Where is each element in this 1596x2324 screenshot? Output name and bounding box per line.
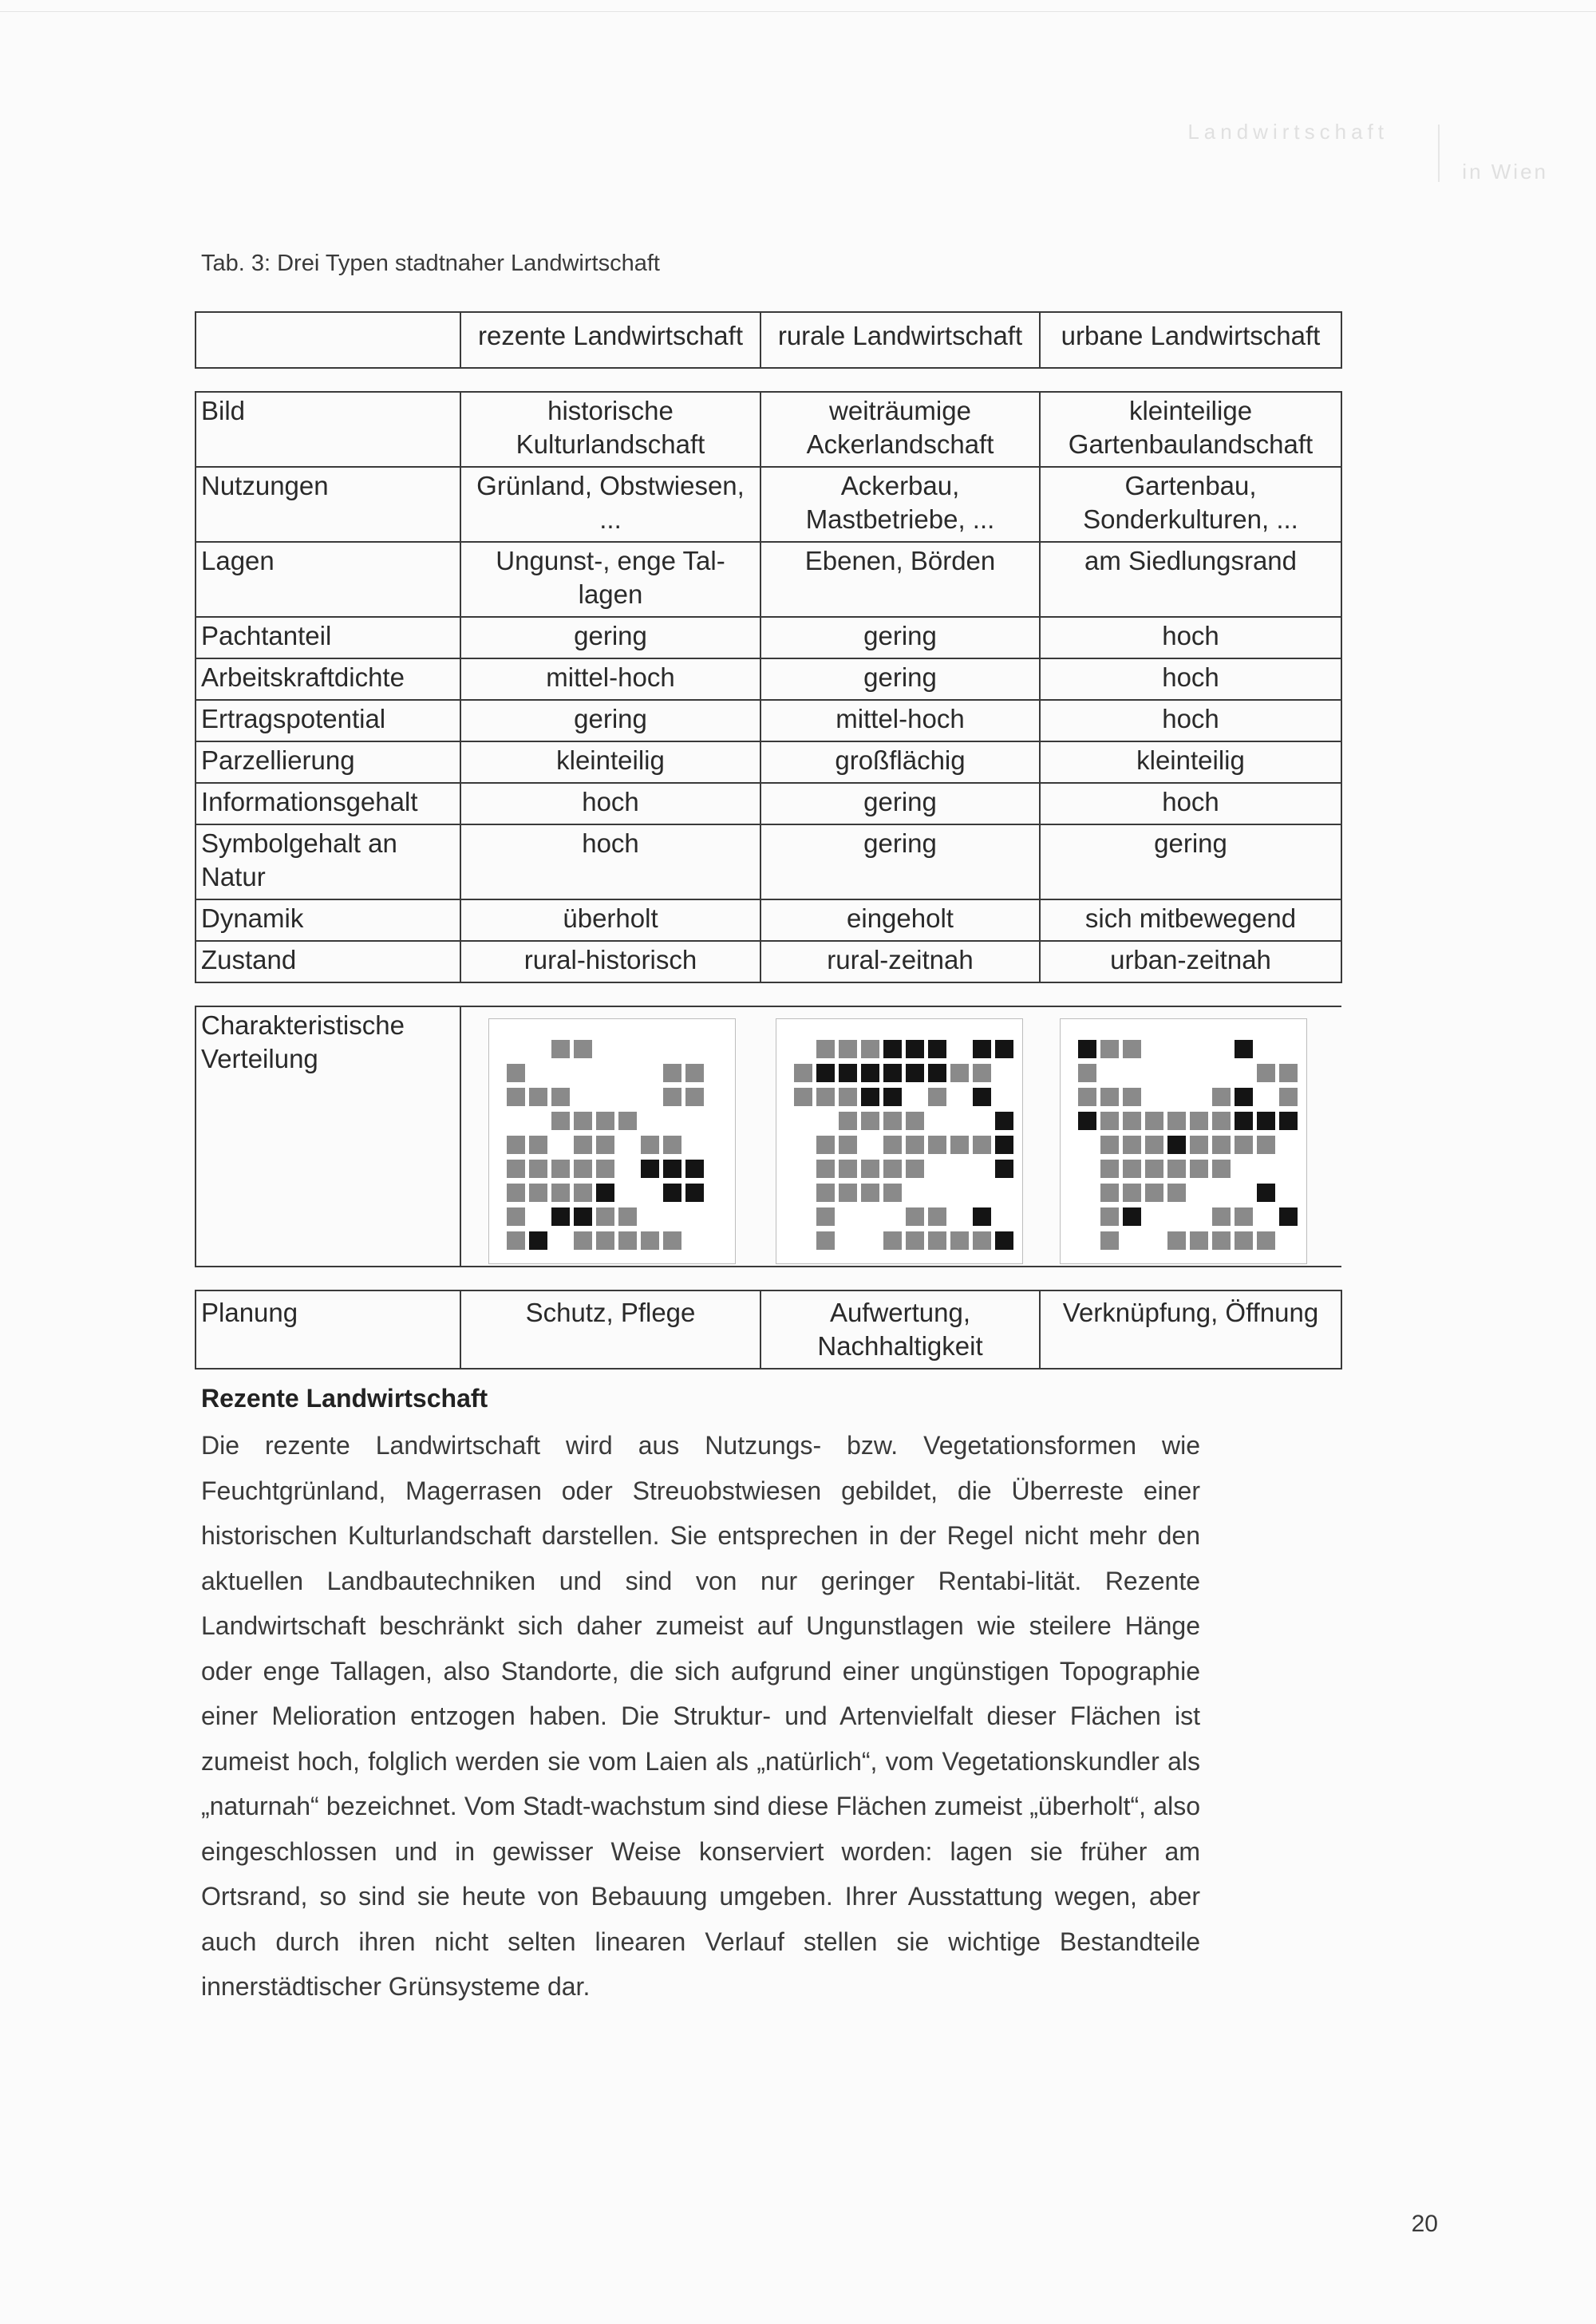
parcel-dark xyxy=(574,1207,592,1226)
table-cell: hoch xyxy=(1040,783,1341,824)
parcel-dark xyxy=(995,1160,1013,1178)
row-label: Symbolgehalt an Natur xyxy=(196,824,460,899)
parcel-grey xyxy=(816,1088,835,1106)
parcel-grey xyxy=(1123,1160,1141,1178)
parcel-dark xyxy=(551,1207,570,1226)
parcel-grey xyxy=(641,1136,659,1154)
distribution-row xyxy=(196,1006,1341,1267)
parcel-grey xyxy=(928,1231,946,1250)
parcel-grey xyxy=(839,1040,857,1058)
row-label: Parzellierung xyxy=(196,741,460,783)
parcel-grey xyxy=(1279,1064,1298,1082)
section-body: Die rezente Landwirtschaft wird aus Nutzungs- bzw. Vegetationsformen wie Feuchtgrünland, Magerrasen oder Streuobstwiesen gebildet, die Überreste einer historischen Kulturlandschaft darstellen. Sie entsprechen in der Regel nicht mehr den aktuellen Landbautechniken und sind von nur geringer Rentabi-lität. Rezente Landwirtschaft beschränkt sich daher zumeist auf Ungunstlagen wie steilere Hänge oder enge Tallagen, also Standorte, die sich aufgrund einer ungünstigen Topographie einer Melioration entzogen haben. Die Struktur- und Artenvielfalt dieser Flächen ist zumeist hoch, folglich werden sie vom Laien als „natürlich“, vom Vegetationskundler als „naturnah“ bezeichnet. Vom Stadt-wachstum sind diese Flächen zumeist „überholt“, also eingeschlossen und in gewisser Weise konserviert worden: lagen sie früher am Ortsrand, so sind sie heute von Bebauung umgeben. Ihrer Ausstattung wegen, aber auch durch ihren nicht selten linearen Verlauf stellen sie wichtige Bestandteile innerstädtischer Grünsysteme dar. xyxy=(201,1431,1200,2001)
row-label: Zustand xyxy=(196,941,460,982)
table-header-row xyxy=(196,312,1341,368)
parcel-grey xyxy=(574,1160,592,1178)
parcel-grey xyxy=(883,1184,902,1202)
table-cell: weiträumige Ackerlandschaft xyxy=(760,392,1040,467)
parcel-grey xyxy=(1257,1064,1275,1082)
table-cell: Grünland, Obstwiesen, ... xyxy=(460,467,760,542)
table-row xyxy=(196,899,1341,941)
parcel-grey xyxy=(1145,1160,1163,1178)
header-empty-cell xyxy=(196,312,460,368)
table-cell: am Siedlungsrand xyxy=(1040,542,1341,617)
parcel-grey xyxy=(507,1207,525,1226)
parcel-grey xyxy=(928,1136,946,1154)
parcel-dark xyxy=(928,1064,946,1082)
parcel-grey xyxy=(1257,1136,1275,1154)
parcel-grey xyxy=(1190,1231,1208,1250)
table-row xyxy=(196,617,1341,658)
parcel-dark xyxy=(861,1064,879,1082)
planung-row xyxy=(196,1290,1341,1369)
header-line-1: Landwirtschaft xyxy=(1187,120,1389,144)
parcel-grey xyxy=(1235,1231,1253,1250)
parcel-dark xyxy=(906,1040,924,1058)
table-cell: Schutz, Pflege xyxy=(460,1290,760,1369)
parcel-grey xyxy=(1167,1112,1186,1130)
parcel-grey xyxy=(906,1112,924,1130)
table-cell: sich mitbewegend xyxy=(1040,899,1341,941)
table-cell: Aufwertung, Nachhaltigkeit xyxy=(760,1290,1040,1369)
table-cell: gering xyxy=(1040,824,1341,899)
parcel-grey xyxy=(1190,1160,1208,1178)
table-cell: rural-zeitnah xyxy=(760,941,1040,982)
table-cell: großflächig xyxy=(760,741,1040,783)
parcel-grey xyxy=(574,1184,592,1202)
parcel-dark xyxy=(529,1231,547,1250)
table-row xyxy=(196,467,1341,542)
table-cell: Ebenen, Börden xyxy=(760,542,1040,617)
table-cell: urban-zeitnah xyxy=(1040,941,1341,982)
text-section xyxy=(201,1384,1200,2010)
parcel-grey xyxy=(1123,1088,1141,1106)
parcel-dark xyxy=(1279,1112,1298,1130)
parcel-grey xyxy=(839,1184,857,1202)
table-cell: hoch xyxy=(1040,700,1341,741)
table-cell: mittel-hoch xyxy=(760,700,1040,741)
parcel-grey xyxy=(1123,1112,1141,1130)
parcel-grey xyxy=(794,1064,812,1082)
table-cell: hoch xyxy=(460,824,760,899)
parcel-grey xyxy=(1100,1231,1119,1250)
parcel-grey xyxy=(1190,1112,1208,1130)
parcel-grey xyxy=(596,1136,614,1154)
parcel-grey xyxy=(1100,1207,1119,1226)
column-header: rezente Landwirtschaft xyxy=(460,312,760,368)
parcel-grey xyxy=(596,1160,614,1178)
parcel-dark xyxy=(995,1112,1013,1130)
table-row xyxy=(196,542,1341,617)
parcel-dark xyxy=(1078,1040,1096,1058)
parcel-grey xyxy=(596,1231,614,1250)
distribution-panels xyxy=(460,1006,1341,1267)
parcel-grey xyxy=(1212,1112,1231,1130)
parcel-grey xyxy=(816,1136,835,1154)
parcel-grey xyxy=(1145,1136,1163,1154)
table-caption: Tab. 3: Drei Typen stadtnaher Landwirtschaft xyxy=(201,251,660,276)
parcel-grey xyxy=(507,1064,525,1082)
parcel-grey xyxy=(507,1231,525,1250)
section-heading: Rezente Landwirtschaft xyxy=(201,1384,488,1413)
parcel-dark xyxy=(663,1160,681,1178)
parcel-grey xyxy=(551,1088,570,1106)
landwirtschaft-table xyxy=(195,311,1342,1370)
row-label: Dynamik xyxy=(196,899,460,941)
parcel-grey xyxy=(1100,1040,1119,1058)
parcel-grey xyxy=(861,1040,879,1058)
parcel-grey xyxy=(1123,1040,1141,1058)
row-label: Ertragspotential xyxy=(196,700,460,741)
parcel-grey xyxy=(816,1040,835,1058)
parcel-grey xyxy=(1123,1136,1141,1154)
parcel-grey xyxy=(1100,1088,1119,1106)
table-cell: gering xyxy=(760,617,1040,658)
parcel-dark xyxy=(883,1040,902,1058)
parcel-grey xyxy=(685,1088,704,1106)
parcel-grey xyxy=(685,1064,704,1082)
table-cell: hoch xyxy=(1040,658,1341,700)
parcel-dark xyxy=(928,1040,946,1058)
table-cell: gering xyxy=(760,824,1040,899)
table-cell: kleinteilige Gartenbaulandschaft xyxy=(1040,392,1341,467)
table-cell: hoch xyxy=(1040,617,1341,658)
parcel-grey xyxy=(574,1136,592,1154)
parcel-grey xyxy=(551,1040,570,1058)
parcel-grey xyxy=(574,1040,592,1058)
parcel-grey xyxy=(973,1136,991,1154)
parcel-grey xyxy=(973,1064,991,1082)
table-row xyxy=(196,741,1341,783)
parcel-grey xyxy=(1123,1184,1141,1202)
parcel-grey xyxy=(1145,1184,1163,1202)
parcel-grey xyxy=(596,1207,614,1226)
parcel-grey xyxy=(618,1231,637,1250)
parcel-dark xyxy=(861,1088,879,1106)
parcel-grey xyxy=(1078,1088,1096,1106)
parcel-grey xyxy=(551,1160,570,1178)
row-label: Pachtanteil xyxy=(196,617,460,658)
table-cell: eingeholt xyxy=(760,899,1040,941)
page-top-rule xyxy=(0,11,1596,12)
parcel-dark xyxy=(839,1064,857,1082)
parcel-dark xyxy=(995,1040,1013,1058)
running-header xyxy=(1187,120,1564,192)
parcel-grey xyxy=(883,1231,902,1250)
parcel-dark xyxy=(1235,1112,1253,1130)
parcel-grey xyxy=(1212,1088,1231,1106)
parcel-grey xyxy=(816,1160,835,1178)
parcel-dark xyxy=(973,1088,991,1106)
page-number: 20 xyxy=(1411,2211,1438,2237)
parcel-grey xyxy=(1167,1231,1186,1250)
row-label: Lagen xyxy=(196,542,460,617)
pattern-rezente xyxy=(488,1018,736,1264)
header-line-2: in Wien xyxy=(1462,160,1548,184)
row-label: Bild xyxy=(196,392,460,467)
table-cell: kleinteilig xyxy=(460,741,760,783)
parcel-grey xyxy=(839,1136,857,1154)
parcel-grey xyxy=(574,1112,592,1130)
parcel-grey xyxy=(574,1231,592,1250)
parcel-grey xyxy=(883,1136,902,1154)
parcel-grey xyxy=(1212,1160,1231,1178)
parcel-grey xyxy=(663,1088,681,1106)
parcel-dark xyxy=(995,1136,1013,1154)
parcel-grey xyxy=(663,1064,681,1082)
table-row xyxy=(196,658,1341,700)
parcel-grey xyxy=(618,1207,637,1226)
table-cell: mittel-hoch xyxy=(460,658,760,700)
parcel-dark xyxy=(1078,1112,1096,1130)
parcel-dark xyxy=(641,1160,659,1178)
parcel-grey xyxy=(950,1231,969,1250)
parcel-grey xyxy=(1145,1112,1163,1130)
parcel-grey xyxy=(529,1184,547,1202)
table-cell: kleinteilig xyxy=(1040,741,1341,783)
parcel-dark xyxy=(685,1160,704,1178)
parcel-grey xyxy=(1257,1231,1275,1250)
parcel-grey xyxy=(1167,1160,1186,1178)
parcel-dark xyxy=(816,1064,835,1082)
parcel-grey xyxy=(816,1231,835,1250)
row-label: Arbeitskraftdichte xyxy=(196,658,460,700)
parcel-dark xyxy=(973,1040,991,1058)
parcel-dark xyxy=(883,1088,902,1106)
row-label: Informationsgehalt xyxy=(196,783,460,824)
parcel-dark xyxy=(906,1064,924,1082)
table-cell: Verknüpfung, Öffnung xyxy=(1040,1290,1341,1369)
parcel-grey xyxy=(883,1160,902,1178)
table-cell: Ungunst-, enge Tal-lagen xyxy=(460,542,760,617)
parcel-grey xyxy=(551,1184,570,1202)
parcel-dark xyxy=(685,1184,704,1202)
parcel-grey xyxy=(883,1112,902,1130)
parcel-grey xyxy=(1212,1231,1231,1250)
parcel-grey xyxy=(641,1231,659,1250)
parcel-dark xyxy=(663,1184,681,1202)
header-divider xyxy=(1438,125,1440,182)
parcel-grey xyxy=(861,1112,879,1130)
row-gap xyxy=(196,368,1341,392)
parcel-grey xyxy=(839,1160,857,1178)
table-row xyxy=(196,700,1341,741)
parcel-grey xyxy=(1100,1184,1119,1202)
parcel-dark xyxy=(1123,1207,1141,1226)
parcel-grey xyxy=(507,1088,525,1106)
parcel-dark xyxy=(1279,1207,1298,1226)
parcel-dark xyxy=(1235,1040,1253,1058)
parcel-grey xyxy=(1167,1184,1186,1202)
parcel-grey xyxy=(507,1136,525,1154)
parcel-grey xyxy=(1100,1136,1119,1154)
table-cell: hoch xyxy=(460,783,760,824)
parcel-grey xyxy=(618,1112,637,1130)
table-cell: gering xyxy=(760,783,1040,824)
table-row xyxy=(196,824,1341,899)
table-cell: historische Kulturlandschaft xyxy=(460,392,760,467)
parcel-grey xyxy=(551,1112,570,1130)
parcel-grey xyxy=(529,1136,547,1154)
parcel-grey xyxy=(906,1231,924,1250)
parcel-grey xyxy=(663,1231,681,1250)
parcel-grey xyxy=(507,1160,525,1178)
parcel-dark xyxy=(973,1207,991,1226)
parcel-grey xyxy=(816,1207,835,1226)
parcel-grey xyxy=(839,1088,857,1106)
table-cell: Ackerbau, Mastbetriebe, ... xyxy=(760,467,1040,542)
parcel-grey xyxy=(861,1184,879,1202)
parcel-dark xyxy=(883,1064,902,1082)
table-cell: rural-historisch xyxy=(460,941,760,982)
parcel-grey xyxy=(1078,1064,1096,1082)
parcel-grey xyxy=(950,1136,969,1154)
distribution-label: Charakteristische Verteilung xyxy=(196,1006,460,1267)
parcel-grey xyxy=(794,1088,812,1106)
table-cell: gering xyxy=(460,617,760,658)
parcel-grey xyxy=(861,1160,879,1178)
parcel-grey xyxy=(529,1160,547,1178)
parcel-grey xyxy=(839,1112,857,1130)
parcel-dark xyxy=(1167,1136,1186,1154)
table-row xyxy=(196,392,1341,467)
table-row xyxy=(196,941,1341,982)
parcel-dark xyxy=(995,1231,1013,1250)
table-cell: gering xyxy=(760,658,1040,700)
table-cell: überholt xyxy=(460,899,760,941)
parcel-grey xyxy=(928,1088,946,1106)
parcel-dark xyxy=(596,1184,614,1202)
parcel-grey xyxy=(1279,1088,1298,1106)
parcel-dark xyxy=(1257,1112,1275,1130)
table-cell: gering xyxy=(460,700,760,741)
parcel-dark xyxy=(1257,1184,1275,1202)
parcel-grey xyxy=(596,1112,614,1130)
parcel-grey xyxy=(906,1207,924,1226)
parcel-grey xyxy=(1212,1207,1231,1226)
parcel-grey xyxy=(928,1207,946,1226)
pattern-urbane xyxy=(1060,1018,1307,1264)
parcel-grey xyxy=(663,1136,681,1154)
parcel-grey xyxy=(1100,1112,1119,1130)
parcel-grey xyxy=(906,1136,924,1154)
pattern-rurale xyxy=(776,1018,1023,1264)
parcel-grey xyxy=(816,1184,835,1202)
row-gap xyxy=(196,982,1341,1006)
parcel-grey xyxy=(529,1088,547,1106)
row-gap xyxy=(196,1267,1341,1290)
parcel-grey xyxy=(507,1184,525,1202)
table-cell: Gartenbau, Sonderkulturen, ... xyxy=(1040,467,1341,542)
parcel-grey xyxy=(906,1160,924,1178)
parcel-grey xyxy=(973,1231,991,1250)
parcel-grey xyxy=(1100,1160,1119,1178)
row-label: Planung xyxy=(196,1290,460,1369)
column-header: urbane Landwirtschaft xyxy=(1040,312,1341,368)
parcel-grey xyxy=(950,1064,969,1082)
parcel-grey xyxy=(1212,1136,1231,1154)
parcel-dark xyxy=(1235,1088,1253,1106)
column-header: rurale Landwirtschaft xyxy=(760,312,1040,368)
row-label: Nutzungen xyxy=(196,467,460,542)
table-row xyxy=(196,783,1341,824)
parcel-grey xyxy=(1235,1136,1253,1154)
parcel-grey xyxy=(1190,1136,1208,1154)
parcel-grey xyxy=(1235,1207,1253,1226)
